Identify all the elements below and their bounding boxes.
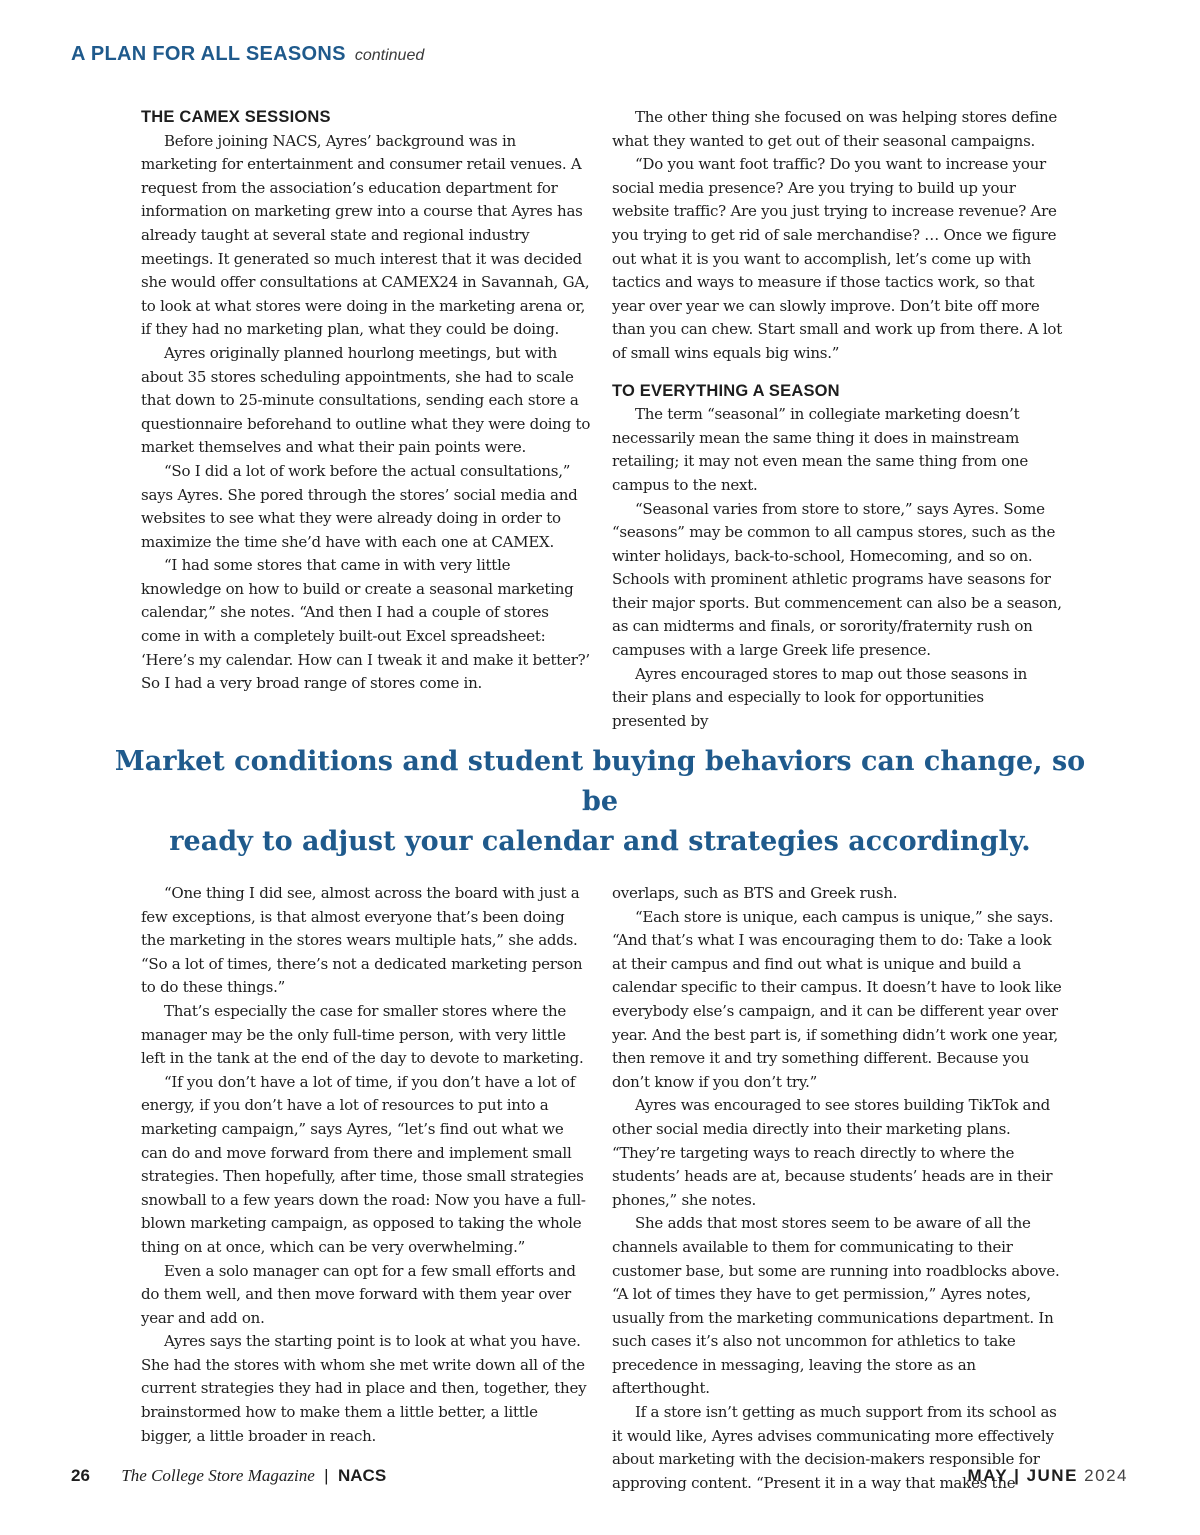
paragraph: The other thing she focused on was helping stores define what they wanted to get out of their seasonal campaigns. <box>612 108 1058 150</box>
column-top-right <box>612 106 1062 733</box>
column-top-left <box>141 106 591 696</box>
continued-label: continued <box>354 47 425 64</box>
paragraph: She adds that most stores seem to be aware of all the channels available to them for communicating to their customer base, but some are running into roadblocks above. “A lot of times they have to get permission,” Ayres notes, usually from the marketing communications department. In such cases it’s also not uncommon for athletics to take precedence in messaging, leaving the store as an afterthought. <box>612 1214 1060 1398</box>
paragraph: “One thing I did see, almost across the board with just a few exceptions, is that almost everyone that’s been doing the marketing in the stores wears multiple hats,” she adds. “So a lot of times, there’s not a dedicated marketing person to do these things.” <box>141 884 583 997</box>
running-head <box>71 43 424 66</box>
paragraph: “So I did a lot of work before the actual consultations,” says Ayres. She pored through the stores’ social media and websites to see what they were already doing in order to maximize the time she’d have with each one at CAMEX. <box>141 461 578 551</box>
paragraph: Before joining NACS, Ayres’ background was in marketing for entertainment and consumer retail venues. A request from the association’s education department for information on marketing grew into a course that Ayres has already taught at several state and regional industry meetings. It generated so much interest that it was decided she would offer consultations at CAMEX24 in Savannah, GA, to look at what stores were doing in the marketing arena or, if they had no marketing plan, what they could be doing. <box>141 131 590 339</box>
issue-month: MAY | JUNE <box>967 1466 1078 1485</box>
paragraph: overlaps, such as BTS and Greek rush. <box>612 884 898 902</box>
paragraph: “Do you want foot traffic? Do you want to increase your social media presence? Are you trying to build up your website traffic? Are you just trying to increase revenue? Are you trying to get rid of sale merchandise? … Once we figure out what it is you want to accomplish, let’s come up with tactics and ways to measure if those tactics work, so that year over year we can slowly improve. Don’t bite off more than you can chew. Start small and work up from there. A lot of small wins equals big wins.” <box>612 155 1062 362</box>
publisher-name: NACS <box>338 1466 387 1485</box>
footer-left <box>71 1466 386 1486</box>
column-bottom-left <box>141 882 591 1448</box>
paragraph: “If you don’t have a lot of time, if you don’t have a lot of energy, if you don’t have a lot of resources to put into a marketing campaign,” says Ayres, “let’s find out what we can do and move forward from there and implement small strategies. Then hopefully, after time, those small strategies snowball to a few years down the road: Now you have a full-blown marketing campaign, as opposed to taking the whole thing on at once, which can be very overwhelming.” <box>141 1072 586 1256</box>
paragraph: “I had some stores that came in with very little knowledge on how to build or create a seasonal marketing calendar,” she notes. “And then I had a couple of stores come in with a completely built-out Excel spreadsheet: ‘Here’s my calendar. How can I tweak it and make it better?’ So I had a very broad range of stores come in. <box>141 556 590 693</box>
article-title: A PLAN FOR ALL SEASONS <box>71 43 346 65</box>
paragraph: Ayres encouraged stores to map out those seasons in their plans and especially to look for opportunities presented by <box>612 664 1028 730</box>
section-heading-season: TO EVERYTHING A SEASON <box>612 381 840 400</box>
paragraph: Ayres was encouraged to see stores building TikTok and other social media directly into their marketing plans. “They’re targeting ways to reach directly to where the students’ heads are at, because students’ heads are in their phones,” she notes. <box>612 1096 1053 1209</box>
pull-quote-line-1: Market conditions and student buying behaviors can change, so be <box>114 746 1086 817</box>
issue-year: 2024 <box>1084 1466 1128 1485</box>
paragraph: “Seasonal varies from store to store,” says Ayres. Some “seasons” may be common to all campus stores, such as the winter holidays, back-to-school, Homecoming, and so on. Schools with prominent athletic programs have seasons for their major sports. But commencement can also be a season, as can midterms and finals, or sorority/fraternity rush on campuses with a large Greek life presence. <box>612 499 1062 660</box>
paragraph: Ayres originally planned hourlong meetings, but with about 35 stores scheduling appointments, she had to scale that down to 25-minute consultations, sending each store a questionnaire beforehand to outline what they were doing to market themselves and what their pain points were. <box>141 343 591 457</box>
section-heading-camex: THE CAMEX SESSIONS <box>141 108 331 126</box>
paragraph: Even a solo manager can opt for a few small efforts and do them well, and then move forward with them year over year and add on. <box>141 1261 576 1327</box>
pull-quote <box>100 742 1100 862</box>
column-bottom-right <box>612 882 1062 1495</box>
paragraph: That’s especially the case for smaller stores where the manager may be the only full-time person, with very little left in the tank at the end of the day to devote to marketing. <box>141 1001 584 1068</box>
issue-date <box>967 1466 1128 1486</box>
pull-quote-line-2: ready to adjust your calendar and strategies accordingly. <box>169 826 1031 857</box>
magazine-name: The College Store Magazine <box>121 1466 315 1485</box>
paragraph: Ayres says the starting point is to look at what you have. She had the stores with whom she met write down all of the current strategies they had in place and then, together, they brainstormed how to make them a little better, a little bigger, a little broader in reach. <box>141 1332 587 1445</box>
paragraph: If a store isn’t getting as much support from its school as it would like, Ayres advises communicating more effectively about marketing with the decision-makers responsible for approving content. “Present it in a way that makes the <box>612 1403 1057 1492</box>
page-number: 26 <box>71 1466 90 1485</box>
paragraph: The term “seasonal” in collegiate marketing doesn’t necessarily mean the same thing it does in mainstream retailing; it may not even mean the same thing from one campus to the next. <box>612 405 1029 494</box>
paragraph: “Each store is unique, each campus is unique,” she says. “And that’s what I was encouraging them to do: Take a look at their campus and find out what is unique and build a calendar specific to their campus. It doesn’t have to look like everybody else’s campaign, and it can be different year over year. And the best part is, if something didn’t work one year, then remove it and try something different. Because you don’t know if you don’t try.” <box>612 907 1062 1091</box>
footer-separator: | <box>324 1466 329 1485</box>
